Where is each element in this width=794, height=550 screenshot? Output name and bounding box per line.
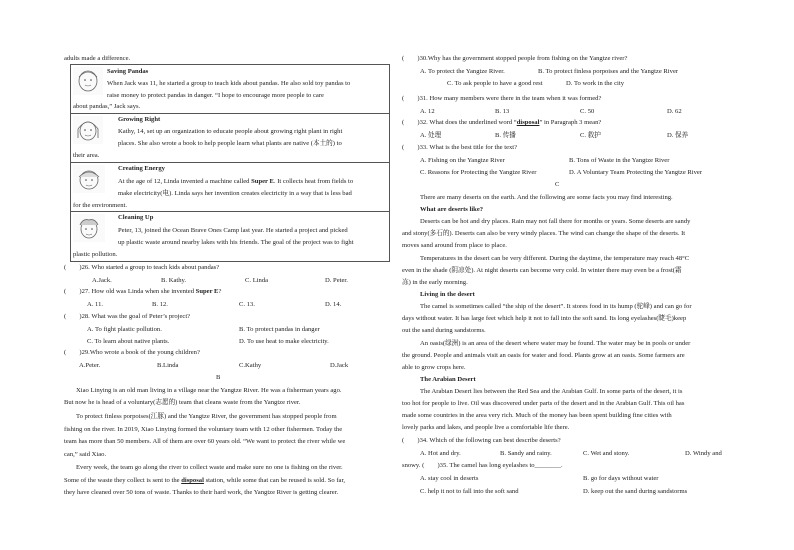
passage-b-line: Some of the waste they collect is sent to the disposal station, while some that can be reused is sold. So far, bbox=[64, 477, 346, 484]
passage-b-line: Xiao Linying is an old man living in a village near the Yangtze River. He was a fisherman years ago. bbox=[76, 387, 342, 394]
option[interactable]: B. 传播 bbox=[495, 132, 516, 139]
left-intro: adults made a difference. bbox=[64, 55, 131, 62]
passage-c-line: Deserts can be hot and dry places. Rain may not fall there for months or years. Some deserts are sandy bbox=[420, 218, 691, 225]
option[interactable]: C. To learn about native plants. bbox=[87, 338, 170, 345]
passage-b-line: To protect finless porpoises(江豚) and the Yangtze River, the government has stopped people from bbox=[76, 413, 337, 420]
profile-text: for the environment. bbox=[73, 202, 128, 209]
option[interactable]: B.Linda bbox=[157, 362, 179, 369]
passage-c-line: the ground. People and animals visit an oasis for water and food. Plants grow at an oasis. Some farmers are bbox=[402, 352, 685, 359]
option[interactable]: D. Peter. bbox=[325, 277, 348, 284]
passage-c-line: out the sand during sandstorms. bbox=[402, 327, 486, 334]
question-32: ( )32. What does the underlined word “disposal” in Paragraph 3 mean? bbox=[402, 119, 602, 126]
option[interactable]: D. To work in the city bbox=[566, 80, 625, 87]
passage-b-line: team has more than 50 members. All of them are over 60 years old. “We want to protect the river while we bbox=[64, 438, 346, 445]
option[interactable]: C. 救护 bbox=[580, 132, 601, 139]
option[interactable]: B. 13 bbox=[495, 108, 510, 115]
profile-title: Creating Energy bbox=[118, 165, 165, 172]
option[interactable]: A. Fishing on the Yangtze River bbox=[420, 157, 505, 164]
passage-c-line: moves sand around from place to place. bbox=[402, 242, 507, 249]
option[interactable]: A. stay cool in deserts bbox=[420, 475, 479, 482]
passage-b-line: Every week, the team go along the river to collect waste and make sure no one is fishing on the river. bbox=[76, 464, 343, 471]
passage-c-line: The camel is sometimes called “the ship of the desert”. It stores food in its hump (驼峰) and can go for bbox=[420, 303, 692, 310]
option[interactable]: B. Tons of Waste in the Yangtze River bbox=[569, 157, 670, 164]
option[interactable]: A. 处理 bbox=[420, 132, 442, 139]
option[interactable]: D. 14. bbox=[325, 301, 342, 308]
passage-c-line: lovely parks and lakes, and people live a comfortable life there. bbox=[402, 424, 570, 431]
option[interactable]: A. 12 bbox=[420, 108, 435, 115]
heading: The Arabian Desert bbox=[420, 376, 476, 383]
option[interactable]: B. To protect finless porpoises and the Yangtze River bbox=[538, 68, 679, 75]
profile-text: make electricity(电). Linda says her invention creates electricity in a way that is less bad bbox=[118, 190, 352, 197]
option[interactable]: B. 12. bbox=[152, 301, 168, 308]
profile-title: Growing Right bbox=[118, 116, 161, 123]
passage-b-line: fishing on the river. In 2019, Xiao Linying formed the voluntary team with 12 other fishermen. Today the bbox=[64, 426, 343, 433]
linda-portrait-icon bbox=[73, 165, 105, 193]
option[interactable]: D. keep out the sand during sandstorms bbox=[583, 488, 688, 495]
profile-text: At the age of 12, Linda invented a machine called Super E. It collects heat from fields to bbox=[118, 178, 354, 185]
question-30: ( )30.Why has the government stopped people from fishing on the Yangtze river? bbox=[402, 55, 628, 62]
option[interactable]: B. Sandy and rainy. bbox=[500, 450, 552, 457]
question-34: ( )34. Which of the following can best describe deserts? bbox=[402, 437, 561, 444]
passage-c-line: 冻) in the early morning. bbox=[402, 279, 468, 286]
passage-c-line: days without water. It has large feet which help it not to fall into the soft sand. Its long eyelashes(睫毛)keep bbox=[402, 315, 687, 322]
option[interactable]: A. Hot and dry. bbox=[420, 450, 461, 457]
option[interactable]: A. To protect the Yangtze River. bbox=[420, 68, 505, 75]
question-28: ( )28. What was the goal of Peter’s project? bbox=[64, 313, 191, 320]
option[interactable]: A.Jack. bbox=[92, 277, 112, 284]
passage-c-line: even in the shade (阴凉处). At night deserts can become very cold. In winter there may even be a frost(霜 bbox=[402, 267, 682, 274]
heading: Living in the desert bbox=[420, 291, 475, 298]
profile-text: places. She also wrote a book to help people learn what plants are native (本土的) to bbox=[118, 140, 342, 147]
question-31: ( )31. How many members were there in the team when it was formed? bbox=[402, 95, 602, 102]
profile-text: plastic pollution. bbox=[73, 251, 118, 258]
passage-c-line: The Arabian Desert lies between the Red Sea and the Arabian Gulf. In some parts of the desert, it is bbox=[420, 388, 683, 395]
passage-c-line: made some countries in the area very rich. Much of the money has been spent building fine cities with bbox=[402, 412, 672, 419]
question-27: ( )27. How old was Linda when she invented Super E? bbox=[64, 288, 222, 295]
option[interactable]: A. 11. bbox=[87, 301, 104, 308]
option[interactable]: C. 13. bbox=[239, 301, 255, 308]
profile-text: Peter, 13, joined the Ocean Brave Ones Camp last year. He started a project and picked bbox=[118, 227, 348, 234]
passage-c-line: An oasis(绿洲) is an area of the desert where water may be found. The water may be in pools or under bbox=[420, 340, 691, 347]
passage-b-line: they have cleaned over 50 tons of waste. Thanks to their hard work, the Yangtze River is getting clearer. bbox=[64, 489, 339, 496]
profile-title: Cleaning Up bbox=[118, 214, 154, 221]
option[interactable]: C. help it not to fall into the soft sand bbox=[420, 488, 519, 495]
heading: What are deserts like? bbox=[420, 206, 484, 213]
question-33: ( )33. What is the best title for the text? bbox=[402, 144, 518, 151]
option[interactable]: A.Peter. bbox=[79, 362, 101, 369]
option[interactable]: D. 保养 bbox=[667, 132, 689, 139]
profile-text: Kathy, 14, set up an organization to educate people about growing right plant in right bbox=[118, 128, 343, 135]
profile-text: their area. bbox=[73, 152, 100, 159]
question-29: ( )29.Who wrote a book of the young children? bbox=[64, 349, 200, 356]
passage-c-line: Temperatures in the desert can be very different. During the daytime, the temperature may reach 48°C bbox=[420, 255, 690, 262]
option[interactable]: B. Kathy. bbox=[161, 277, 187, 284]
section-b-label: B bbox=[216, 374, 221, 381]
option[interactable]: C. Linda bbox=[245, 277, 269, 284]
question-35: snowy. ( )35. The camel has long eyelashes to________. bbox=[402, 462, 563, 469]
option[interactable]: C. Reasons for Protecting the Yangtze River bbox=[420, 169, 537, 176]
option[interactable]: C. Wet and stony. bbox=[583, 450, 630, 457]
option[interactable]: D. To use heat to make electricity. bbox=[239, 338, 329, 345]
passage-c-line: able to grow crops here. bbox=[402, 364, 466, 371]
option[interactable]: C. To ask people to have a good rest bbox=[447, 80, 543, 87]
option[interactable]: B. To protect pandas in danger bbox=[239, 326, 320, 333]
passage-b-line: But now he is head of a voluntary(志愿的) team that cleans waste from the Yangtze river. bbox=[64, 399, 301, 406]
profile-title: Saving Pandas bbox=[107, 68, 149, 75]
kathy-portrait-icon bbox=[73, 116, 103, 144]
profile-text: raise money to protect pandas in danger. “I hope to encourage more people to care bbox=[107, 92, 324, 99]
profile-text: When Jack was 11, he started a group to teach kids about pandas. He also sold toy pandas to bbox=[107, 80, 351, 87]
passage-c-line: and stony(多石的). Deserts can also be very windy places. The wind can change the shape of the deserts. It bbox=[402, 230, 686, 237]
option[interactable]: D.Jack bbox=[330, 362, 349, 369]
profile-text: about pandas,” Jack says. bbox=[73, 103, 141, 110]
question-26: ( )26. Who started a group to teach kids about pandas? bbox=[64, 264, 220, 271]
option[interactable]: D. A Voluntary Team Protecting the Yangtze River bbox=[569, 169, 703, 176]
jack-portrait-icon bbox=[73, 67, 103, 95]
peter-portrait-icon bbox=[73, 214, 105, 242]
passage-c-line: too hot for people to live. Oil was discovered under parts of the desert and in the Arabian Gulf. This oil has bbox=[402, 400, 685, 407]
option[interactable]: D. Windy and bbox=[685, 450, 722, 457]
option[interactable]: C.Kathy bbox=[239, 362, 262, 369]
disposal-word: disposal bbox=[181, 477, 204, 484]
option[interactable]: B. go for days without water bbox=[583, 475, 659, 482]
profile-text: up plastic waste around nearby lakes with his friends. The goal of the project was to fight bbox=[118, 239, 354, 246]
option[interactable]: C. 50 bbox=[580, 108, 595, 115]
option[interactable]: A. To fight plastic pollution. bbox=[87, 326, 162, 333]
passage-c-intro: There are many deserts on the earth. And the following are some facts you may find interesting. bbox=[420, 194, 673, 201]
section-c-label: C bbox=[555, 181, 560, 188]
option[interactable]: D. 62 bbox=[667, 108, 682, 115]
passage-b-line: can,” said Xiao. bbox=[64, 451, 107, 458]
